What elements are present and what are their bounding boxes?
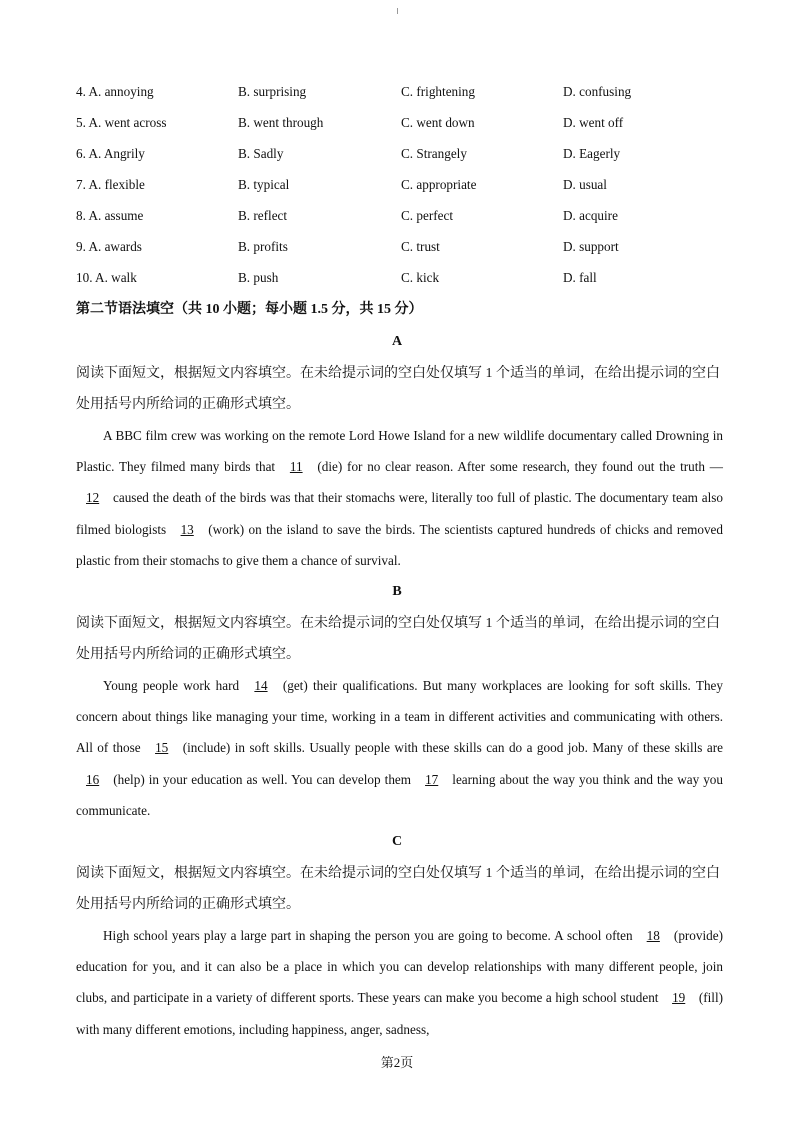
- option-c: C. perfect: [401, 208, 453, 223]
- answer-blank[interactable]: [280, 459, 313, 474]
- part-a-passage: [76, 420, 723, 576]
- option-d: D. fall: [563, 270, 597, 285]
- passage-text: learning about the way you think and the way you communicate.: [76, 771, 723, 818]
- section-title: 第二节语法填空（共 10 小题；每小题 1.5 分，共 15 分）: [76, 302, 423, 317]
- page-number: 第2页: [380, 1055, 414, 1070]
- part-b-instruction: 阅读下面短文，根据短文内容填空。在未给提示词的空白处仅填写 1 个适当的单词，在给出提示词的空白处用括号内所给词的正确形式填空。: [76, 616, 720, 662]
- option-c: C. frightening: [401, 84, 475, 99]
- passage-text: (provide) education for you, and it can also be a place in which you can develop relationships with many different people, join clubs, and participate in a variety of different sports. These years can make you become a high school student: [76, 928, 723, 1006]
- option-c: C. Strangely: [401, 146, 467, 161]
- answer-blank[interactable]: [415, 772, 448, 787]
- option-b: B. surprising: [238, 84, 307, 99]
- answer-blank[interactable]: [145, 740, 178, 755]
- blank-number: 19: [672, 990, 686, 1006]
- option-row: [76, 144, 736, 164]
- option-d: D. Eagerly: [563, 146, 621, 161]
- passage-text: (include) in soft skills. Usually people with these skills can do a good job. Many of these skills are: [178, 740, 723, 756]
- answer-blank[interactable]: [76, 772, 109, 787]
- part-b-passage: [76, 670, 723, 826]
- option-a: 5. A. went across: [76, 115, 167, 130]
- blank-number: 13: [180, 521, 194, 537]
- passage-text: (get) their qualifications. But many workplaces are looking for soft skills. They concern about things like managing your time, working in a team in different activities and communicating with others. All of those: [76, 678, 723, 756]
- answer-blank[interactable]: [171, 522, 204, 537]
- option-row: [76, 175, 736, 195]
- blank-number: 16: [86, 771, 100, 787]
- passage-text: Young people work hard: [103, 678, 245, 693]
- option-row: [76, 268, 736, 288]
- blank-number: 18: [646, 928, 660, 943]
- option-a: 4. A. annoying: [76, 84, 154, 99]
- option-d: D. confusing: [563, 84, 632, 99]
- passage-text: (fill) with many different emotions, including happiness, anger, sadness,: [76, 990, 723, 1037]
- blank-number: 17: [425, 771, 439, 787]
- page-top-mark: [397, 8, 398, 14]
- option-d: D. acquire: [563, 208, 618, 223]
- passage-text: A BBC film crew was working on the remote Lord Howe Island for a new wildlife documentary called Drowning in Plastic. They filmed many birds that: [76, 428, 723, 475]
- option-c: C. appropriate: [401, 177, 477, 192]
- blank-number: 11: [289, 459, 303, 475]
- option-b: B. push: [238, 270, 279, 285]
- blank-number: 15: [155, 740, 169, 756]
- option-b: B. Sadly: [238, 146, 284, 161]
- answer-blank[interactable]: [637, 928, 670, 943]
- passage-text: (die) for no clear reason. After some research, they found out the truth —: [312, 459, 723, 475]
- option-row: [76, 206, 736, 226]
- option-b: B. went through: [238, 115, 324, 130]
- part-c-instruction: 阅读下面短文，根据短文内容填空。在未给提示词的空白处仅填写 1 个适当的单词，在给出提示词的空白处用括号内所给词的正确形式填空。: [76, 866, 720, 912]
- option-d: D. went off: [563, 115, 624, 130]
- option-b: B. profits: [238, 239, 288, 254]
- passage-text: (help) in your education as well. You can develop them: [109, 771, 416, 787]
- option-c: C. trust: [401, 239, 440, 254]
- answer-blank[interactable]: [244, 678, 277, 693]
- part-c-letter: C: [391, 834, 403, 849]
- option-a: 10. A. walk: [76, 270, 137, 285]
- option-a: 6. A. Angrily: [76, 146, 145, 161]
- passage-text: (work) on the island to save the birds. The scientists captured hundreds of chicks and removed plastic from their stomachs to give them a chance of survival.: [76, 521, 723, 568]
- part-b-letter: B: [392, 584, 402, 599]
- option-a: 9. A. awards: [76, 239, 142, 254]
- blank-number: 12: [86, 490, 100, 506]
- option-b: B. typical: [238, 177, 290, 192]
- option-b: B. reflect: [238, 208, 288, 223]
- option-row: [76, 113, 736, 133]
- option-row: [76, 82, 736, 102]
- option-a: 8. A. assume: [76, 208, 144, 223]
- part-c-passage: [76, 920, 723, 1045]
- answer-blank[interactable]: [662, 990, 695, 1005]
- passage-text: High school years play a large part in shaping the person you are going to become. A school often: [103, 928, 637, 943]
- option-row: [76, 237, 736, 257]
- blank-number: 14: [254, 678, 268, 693]
- option-d: D. usual: [563, 177, 607, 192]
- passage-text: caused the death of the birds was that their stomachs were, literally too full of plastic. The documentary team also filmed biologists: [76, 490, 723, 537]
- option-a: 7. A. flexible: [76, 177, 145, 192]
- option-c: C. went down: [401, 115, 475, 130]
- answer-blank[interactable]: [76, 490, 109, 505]
- option-d: D. support: [563, 239, 619, 254]
- part-a-instruction: 阅读下面短文，根据短文内容填空。在未给提示词的空白处仅填写 1 个适当的单词，在给出提示词的空白处用括号内所给词的正确形式填空。: [76, 366, 720, 412]
- option-c: C. kick: [401, 270, 440, 285]
- part-a-letter: A: [391, 334, 403, 349]
